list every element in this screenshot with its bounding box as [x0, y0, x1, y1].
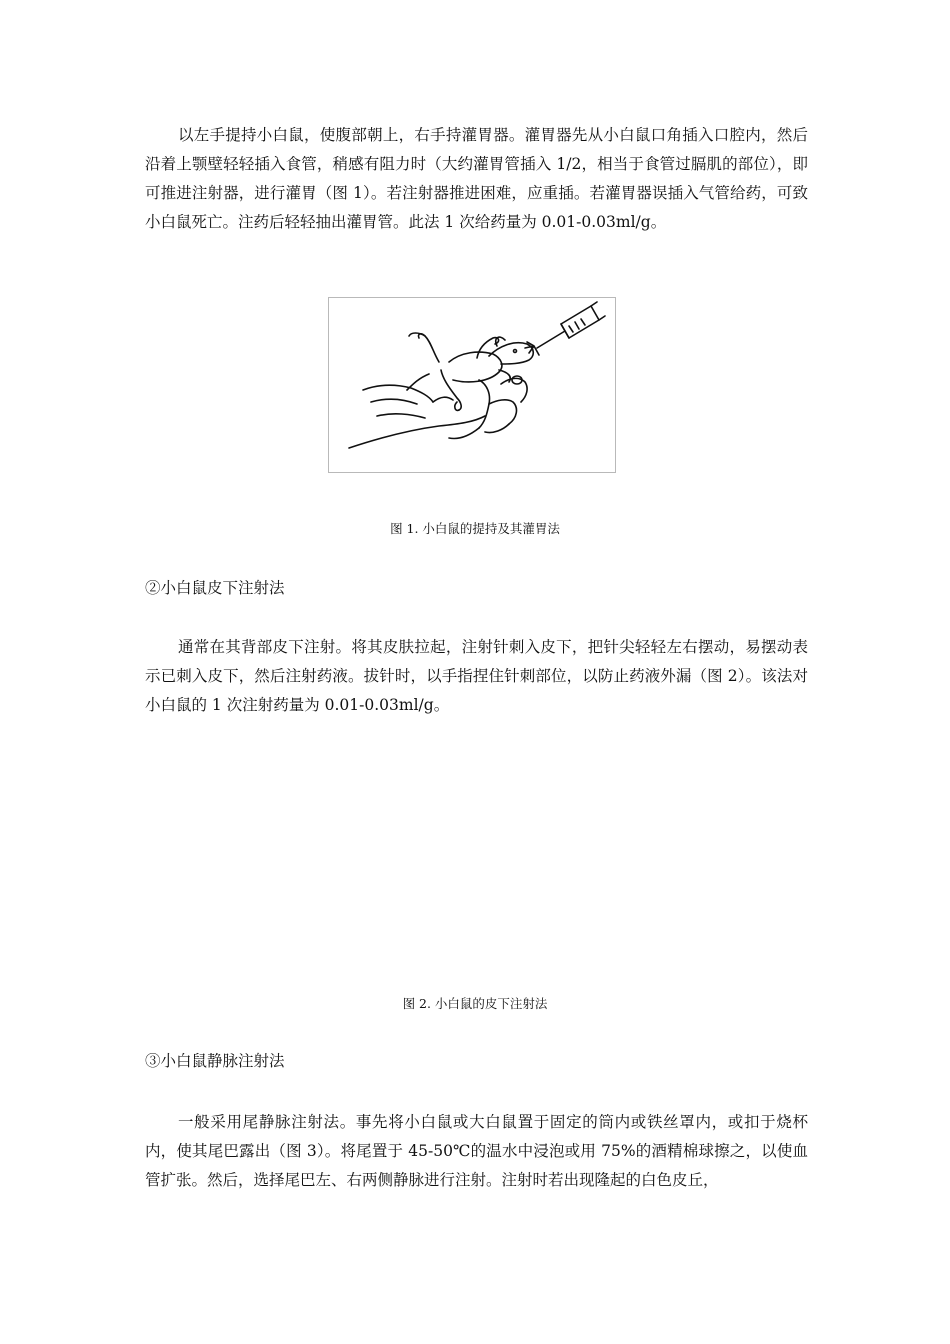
paragraph-subcutaneous: 通常在其背部皮下注射。将其皮肤拉起，注射针刺入皮下，把针尖轻轻左右摆动，易摆动表示已刺入皮下，然后注射药液。拔针时，以手指捏住针刺部位，以防止药液外漏（图 2）。该法对小白鼠的 1 次注射药量为 0.01-0.03ml/g。 [145, 638, 808, 714]
paragraph-gavage: 以左手提持小白鼠，使腹部朝上，右手持灌胃器。灌胃器先从小白鼠口角插入口腔内，然后沿着上颚壁轻轻插入食管，稍感有阻力时（大约灌胃管插入 1/2，相当于食管过膈肌的部位），即可推进注射器，进行灌胃（图 1）。若注射器推进困难，应重插。若灌胃器误插入气管给药，可致小白鼠死亡。注药后轻轻抽出灌胃管。此法 1 次给药量为 0.01-0.03ml/g。 [145, 126, 808, 231]
paragraph-intravenous: 一般采用尾静脉注射法。事先将小白鼠或大白鼠置于固定的筒内或铁丝罩内，或扣于烧杯内，使其尾巴露出（图 3）。将尾置于 45-50℃的温水中浸泡或用 75%的酒精棉球擦之，以使血管扩张。然后，选择尾巴左、右两侧静脉进行注射。注射时若出现隆起的白色皮丘， [145, 1113, 808, 1189]
figure-mouse-gavage [328, 297, 616, 473]
figure-2-caption: 图 2. 小白鼠的皮下注射法 [402, 996, 548, 1011]
section-heading-subcutaneous: ②小白鼠皮下注射法 [145, 579, 285, 597]
section-heading-intravenous: ③小白鼠静脉注射法 [145, 1052, 285, 1070]
mouse-gavage-illustration [329, 298, 615, 472]
figure-1-caption: 图 1. 小白鼠的提持及其灌胃法 [390, 521, 560, 536]
